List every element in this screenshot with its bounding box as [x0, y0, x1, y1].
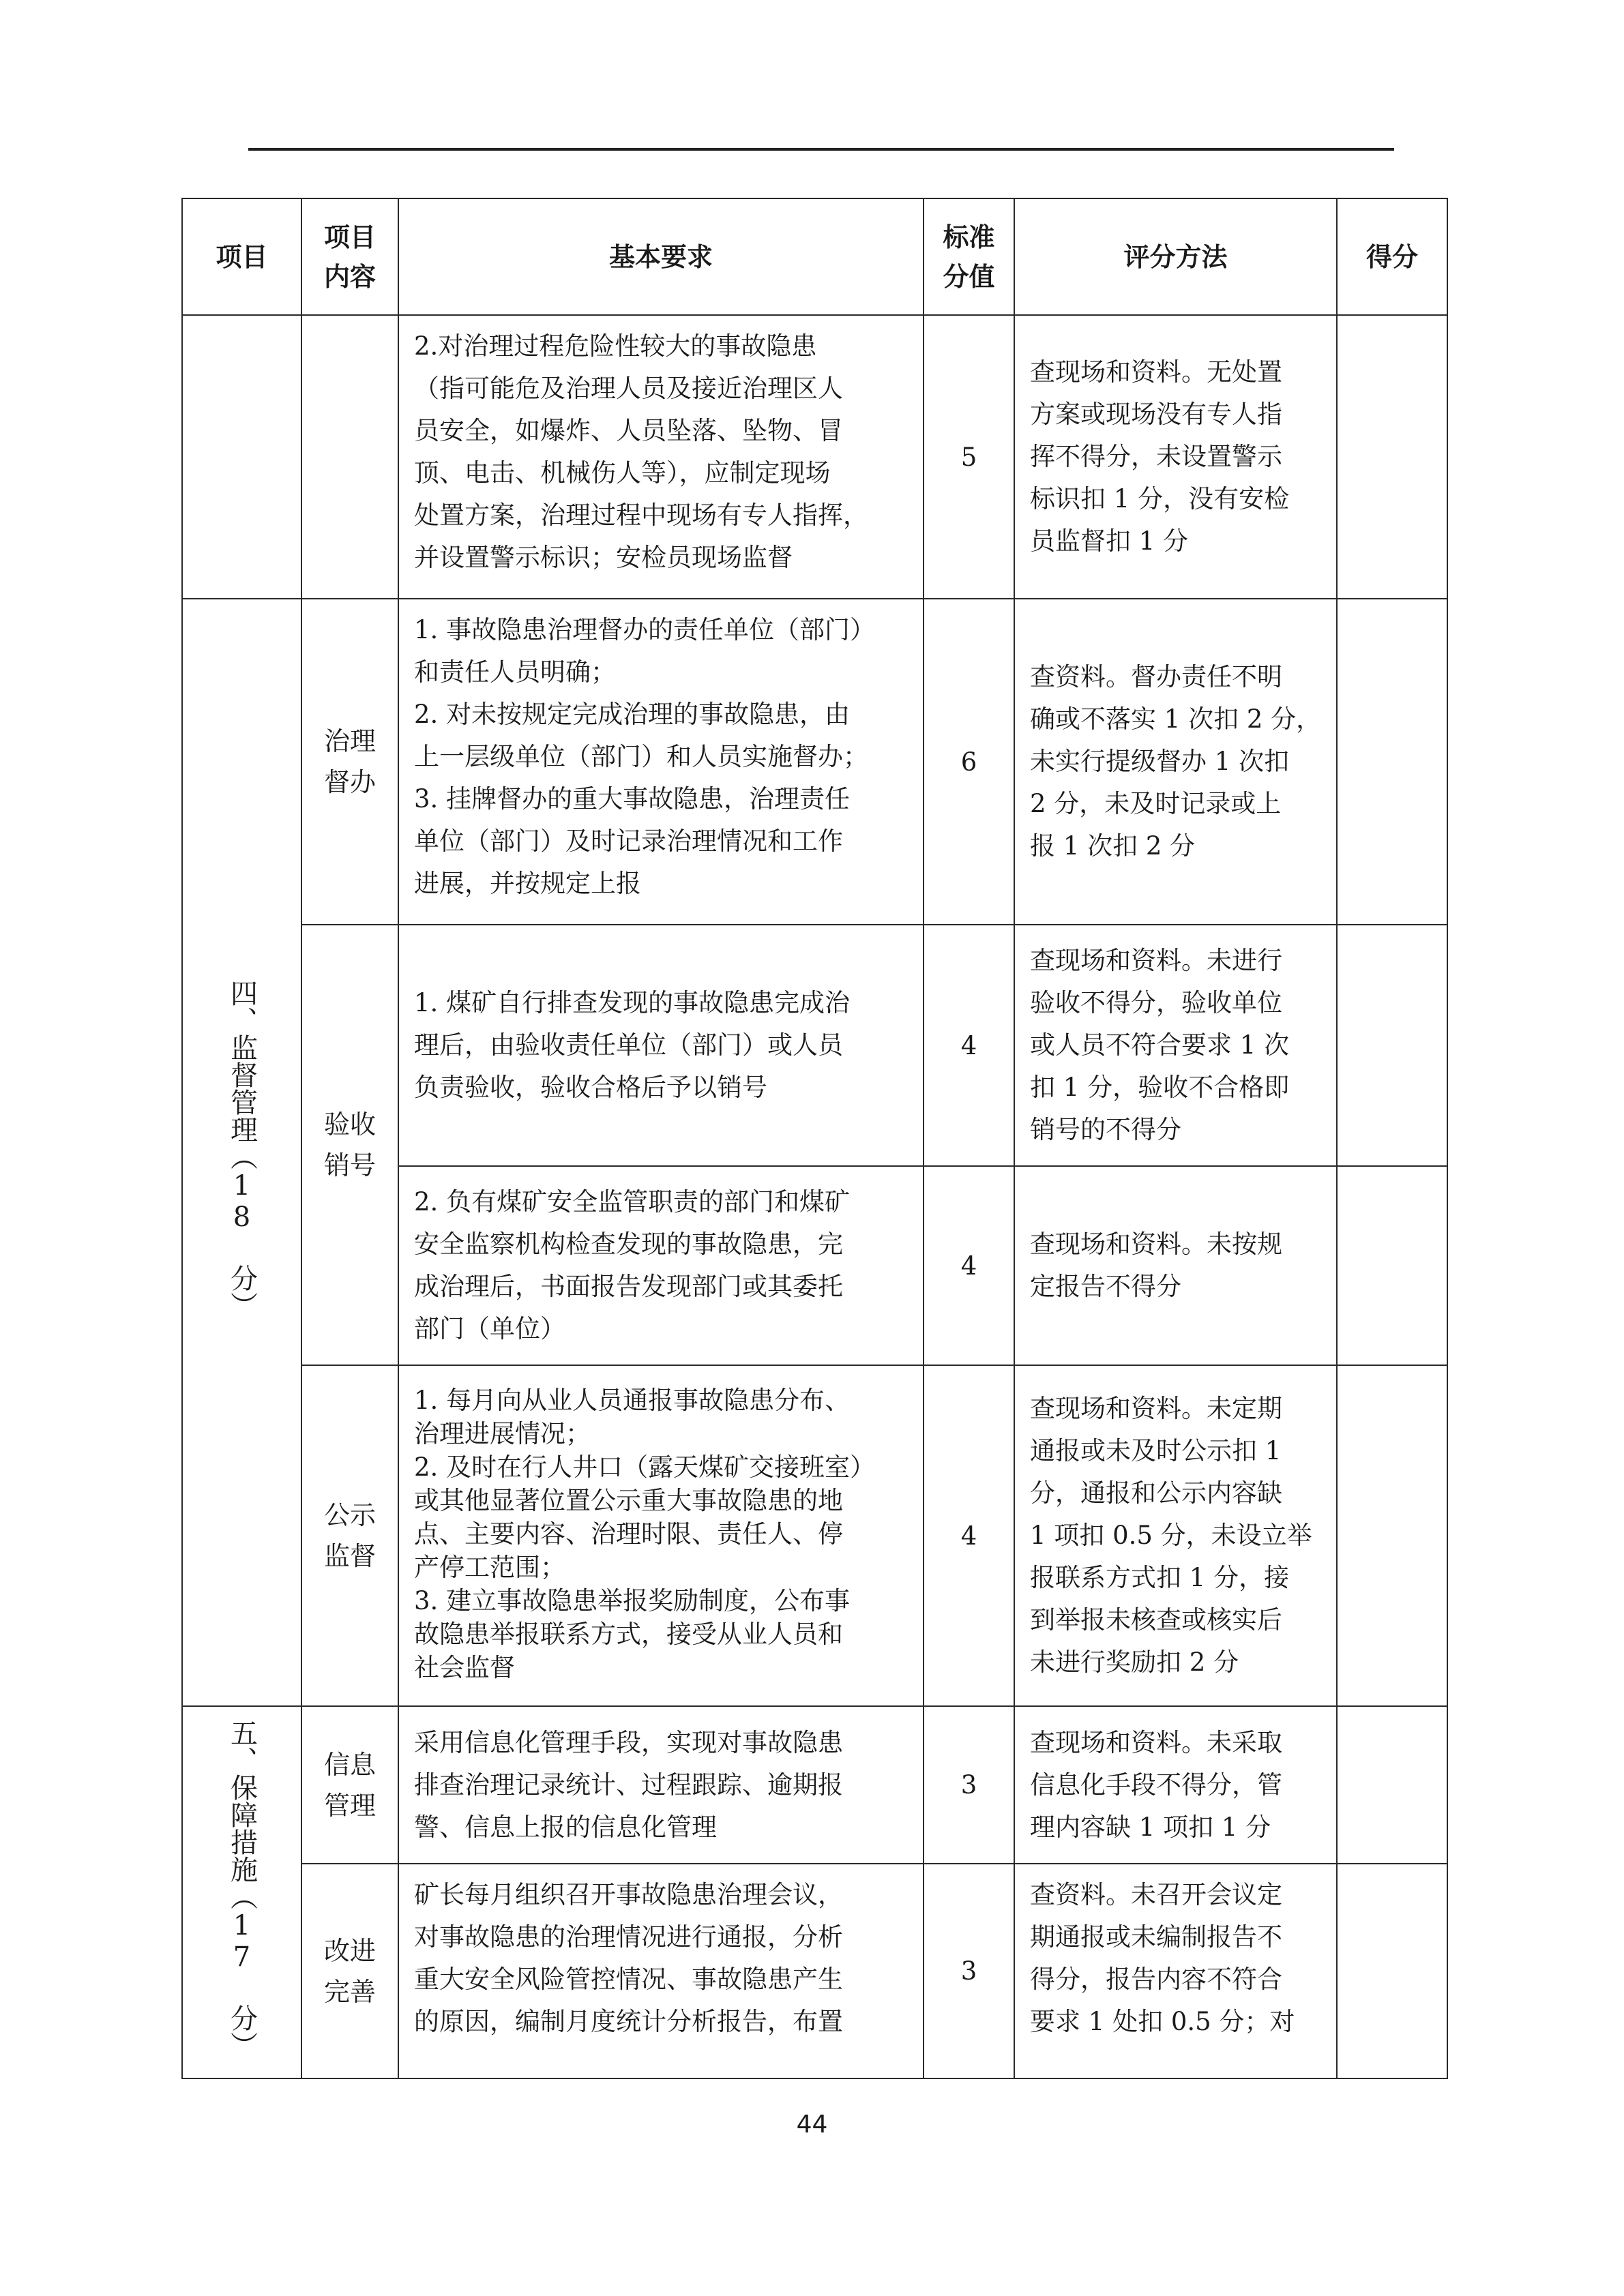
scoring-method-cell	[1014, 599, 1337, 925]
requirement-line: 2.对治理过程危险性较大的事故隐患	[414, 331, 817, 361]
requirement-line: 或其他显著位置公示重大事故隐患的地	[414, 1486, 843, 1515]
method-line: 方案或现场没有专人指	[1030, 400, 1282, 429]
content-line: 完善	[323, 1976, 376, 2007]
requirement-line: 1. 每月向从业人员通报事故隐患分布、	[414, 1386, 851, 1415]
method-line: 未实行提级督办 1 次扣	[1030, 747, 1290, 776]
content-line: 治理	[323, 726, 376, 756]
requirement-line: 产停工范围；	[414, 1553, 565, 1582]
requirement-line: 2. 对未按规定完成治理的事故隐患，由	[414, 700, 851, 729]
method-line: 要求 1 处扣 0.5 分；对	[1030, 2007, 1295, 2036]
requirement-line: 对事故隐患的治理情况进行通报，分析	[414, 1922, 843, 1952]
standard-score-cell: 3	[924, 1864, 1014, 2078]
content-cell	[301, 1864, 398, 2078]
requirement-line: 治理进展情况；	[414, 1419, 591, 1448]
method-line: 员监督扣 1 分	[1030, 526, 1189, 556]
requirement-line: 1. 煤矿自行排查发现的事故隐患完成治	[414, 988, 851, 1017]
table-header-row	[182, 198, 1447, 315]
requirement-line: 3. 建立事故隐患举报奖励制度，公布事	[414, 1586, 851, 1615]
requirement-cell	[398, 1706, 924, 1864]
requirement-line: 上一层级单位（部门）和人员实施督办；	[414, 742, 868, 771]
table-row	[182, 925, 1447, 1166]
method-line: 销号的不得分	[1030, 1115, 1181, 1144]
method-line: 验收不得分，验收单位	[1030, 988, 1282, 1017]
requirement-line: 社会监督	[414, 1653, 515, 1682]
scoring-method-cell	[1014, 1365, 1337, 1706]
header-score: 得分	[1337, 198, 1447, 315]
requirement-line: 重大安全风险管控情况、事故隐患产生	[414, 1965, 843, 1994]
method-line: 2 分，未及时记录或上	[1030, 789, 1282, 818]
method-line: 信息化手段不得分，管	[1030, 1770, 1282, 1800]
requirement-line: 2. 及时在行人井口（露天煤矿交接班室）	[414, 1452, 876, 1482]
standard-score-cell: 6	[924, 599, 1014, 925]
table-row	[182, 1365, 1447, 1706]
method-line: 理内容缺 1 项扣 1 分	[1030, 1812, 1271, 1842]
method-line: 期通报或未编制报告不	[1030, 1922, 1282, 1952]
standard-score-cell: 5	[924, 315, 1014, 599]
method-line: 查资料。督办责任不明	[1030, 662, 1282, 691]
requirement-line: 成治理后，书面报告发现部门或其委托	[414, 1272, 843, 1301]
content-cell	[301, 1365, 398, 1706]
header-standard-score-line: 分值	[943, 261, 995, 292]
method-line: 报 1 次扣 2 分	[1030, 831, 1196, 861]
header-item-content-line: 项目	[323, 222, 376, 252]
scoring-table	[181, 198, 1448, 2079]
requirement-line: 处置方案，治理过程中现场有专人指挥，	[414, 501, 868, 530]
method-line: 标识扣 1 分，没有安检	[1030, 484, 1290, 513]
content-line: 销号	[323, 1150, 376, 1180]
requirement-cell	[398, 1365, 924, 1706]
requirement-line: 采用信息化管理手段，实现对事故隐患	[414, 1727, 843, 1757]
content-cell-empty	[301, 315, 398, 599]
method-line: 未进行奖励扣 2 分	[1030, 1648, 1239, 1677]
table-row	[182, 1706, 1447, 1864]
method-line: 1 项扣 0.5 分，未设立举	[1030, 1521, 1312, 1550]
section-five-label: 五、保障措施（17 分）	[226, 1719, 258, 2059]
content-line: 信息	[323, 1749, 376, 1780]
requirement-line: （指可能危及治理人员及接近治理区人	[414, 374, 843, 403]
requirement-line: 负责验收，验收合格后予以销号	[414, 1073, 767, 1102]
content-line: 公示	[323, 1500, 376, 1530]
requirement-line: 并设置警示标识；安检员现场监督	[414, 543, 793, 572]
standard-score-cell: 3	[924, 1706, 1014, 1864]
requirement-line: 部门（单位）	[414, 1314, 565, 1343]
requirement-line: 2. 负有煤矿安全监管职责的部门和煤矿	[414, 1187, 851, 1217]
standard-score-cell: 4	[924, 925, 1014, 1166]
item-cell-empty	[182, 315, 301, 599]
method-line: 定报告不得分	[1030, 1272, 1181, 1301]
section-five-cell	[182, 1706, 301, 2078]
method-line: 查资料。未召开会议定	[1030, 1880, 1282, 1909]
requirement-cell	[398, 315, 924, 599]
header-basic-requirement: 基本要求	[398, 198, 924, 315]
requirement-line: 排查治理记录统计、过程跟踪、逾期报	[414, 1770, 843, 1800]
section-four-cell	[182, 599, 301, 1706]
header-standard-score-line: 标准	[943, 222, 995, 252]
method-line: 查现场和资料。未采取	[1030, 1727, 1282, 1757]
method-line: 查现场和资料。未定期	[1030, 1394, 1282, 1423]
page-number: 44	[796, 2111, 828, 2138]
header-rule	[248, 148, 1394, 151]
requirement-line: 安全监察机构检查发现的事故隐患，完	[414, 1229, 843, 1259]
content-cell	[301, 1706, 398, 1864]
requirement-line: 进展，并按规定上报	[414, 869, 641, 898]
score-cell	[1337, 1365, 1447, 1706]
scoring-method-cell	[1014, 1864, 1337, 2078]
method-line: 查现场和资料。未按规	[1030, 1229, 1282, 1259]
method-line: 通报或未及时公示扣 1	[1030, 1436, 1282, 1465]
content-line: 督办	[323, 767, 376, 797]
standard-score-cell: 4	[924, 1365, 1014, 1706]
method-line: 查现场和资料。未进行	[1030, 946, 1282, 975]
requirement-line: 警、信息上报的信息化管理	[414, 1812, 717, 1842]
scoring-method-cell	[1014, 1166, 1337, 1365]
content-cell	[301, 925, 398, 1365]
table-row	[182, 599, 1447, 925]
method-line: 挥不得分，未设置警示	[1030, 442, 1282, 471]
section-four-label: 四、监督管理（18 分）	[226, 979, 258, 1319]
header-standard-score	[924, 198, 1014, 315]
requirement-line: 故隐患举报联系方式，接受从业人员和	[414, 1620, 843, 1649]
requirement-line: 矿长每月组织召开事故隐患治理会议，	[414, 1880, 843, 1909]
header-scoring-method: 评分方法	[1014, 198, 1337, 315]
content-line: 监督	[323, 1541, 376, 1571]
requirement-cell	[398, 1864, 924, 2078]
content-line: 管理	[323, 1790, 376, 1821]
score-cell	[1337, 315, 1447, 599]
requirement-cell	[398, 1166, 924, 1365]
requirement-line: 点、主要内容、治理时限、责任人、停	[414, 1519, 843, 1549]
method-line: 扣 1 分，验收不合格即	[1030, 1073, 1290, 1102]
content-line: 改进	[323, 1935, 376, 1966]
score-cell	[1337, 1706, 1447, 1864]
content-cell	[301, 599, 398, 925]
score-cell	[1337, 1166, 1447, 1365]
method-line: 或人员不符合要求 1 次	[1030, 1030, 1290, 1060]
requirement-line: 单位（部门）及时记录治理情况和工作	[414, 826, 843, 856]
requirement-line: 和责任人员明确；	[414, 657, 616, 687]
method-line: 到举报未核查或核实后	[1030, 1605, 1282, 1635]
method-line: 分，通报和公示内容缺	[1030, 1478, 1282, 1508]
requirement-line: 理后，由验收责任单位（部门）或人员	[414, 1030, 843, 1060]
header-item-content	[301, 198, 398, 315]
table-row	[182, 315, 1447, 599]
method-line: 确或不落实 1 次扣 2 分，	[1030, 704, 1322, 734]
requirement-line: 顶、电击、机械伤人等），应制定现场	[414, 458, 831, 488]
header-item-content-line: 内容	[323, 261, 376, 292]
requirement-line: 1. 事故隐患治理督办的责任单位（部门）	[414, 615, 876, 644]
score-cell	[1337, 599, 1447, 925]
requirement-cell	[398, 925, 924, 1166]
requirement-line: 的原因，编制月度统计分析报告，布置	[414, 2007, 843, 2036]
method-line: 报联系方式扣 1 分，接	[1030, 1563, 1290, 1592]
score-cell	[1337, 925, 1447, 1166]
scoring-method-cell	[1014, 1706, 1337, 1864]
scoring-method-cell	[1014, 315, 1337, 599]
header-item: 项目	[182, 198, 301, 315]
requirement-cell	[398, 599, 924, 925]
content-line: 验收	[323, 1109, 376, 1139]
method-line: 查现场和资料。无处置	[1030, 357, 1282, 387]
standard-score-cell: 4	[924, 1166, 1014, 1365]
method-line: 得分，报告内容不符合	[1030, 1965, 1282, 1994]
scoring-method-cell	[1014, 925, 1337, 1166]
score-cell	[1337, 1864, 1447, 2078]
requirement-line: 3. 挂牌督办的重大事故隐患，治理责任	[414, 784, 851, 814]
requirement-line: 员安全，如爆炸、人员坠落、坠物、冒	[414, 416, 843, 445]
table-row	[182, 1864, 1447, 2078]
